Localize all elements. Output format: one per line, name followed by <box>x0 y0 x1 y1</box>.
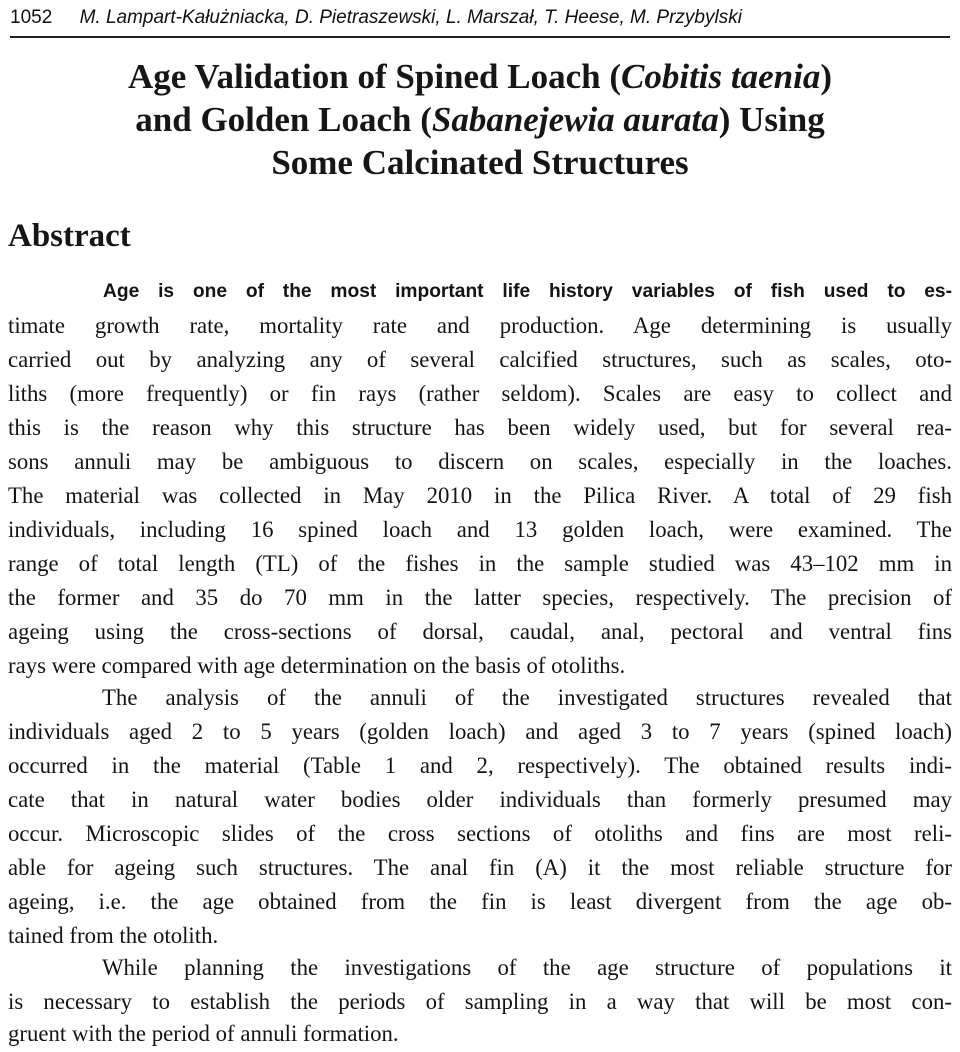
title-line-3: Some Calcinated Structures <box>271 143 689 182</box>
abstract-line: timate growth rate, mortality rate and production. Age determining is usually <box>8 313 952 338</box>
paper-title <box>0 55 960 184</box>
abstract-line: tained from the otolith. <box>8 923 219 948</box>
abstract-line: The analysis of the annuli of the investigated structures revealed that <box>102 685 952 710</box>
page-number: 1052 <box>10 7 53 28</box>
abstract-line: is necessary to establish the periods of sampling in a way that will be most con- <box>8 989 952 1014</box>
abstract-line: ageing, i.e. the age obtained from the fin is least divergent from the age ob- <box>8 889 952 914</box>
abstract-line: range of total length (TL) of the fishes in the sample studied was 43–102 mm in <box>8 551 952 576</box>
title-line-1: Age Validation of Spined Loach (Cobitis taenia) <box>127 57 833 96</box>
species-name-cobitis: Cobitis taenia <box>621 57 821 96</box>
running-head <box>10 6 950 38</box>
abstract-line: carried out by analyzing any of several calcified structures, such as scales, oto- <box>8 347 952 372</box>
abstract-line: rays were compared with age determination on the basis of otoliths. <box>8 653 626 678</box>
abstract-line: able for ageing such structures. The anal fin (A) it the most reliable structure for <box>8 855 952 880</box>
abstract-line: individuals aged 2 to 5 years (golden loach) and aged 3 to 7 years (spined loach) <box>8 719 952 744</box>
running-head-authors: M. Lampart-Kałużniacka, D. Pietraszewski, L. Marszał, T. Heese, M. Przybylski <box>79 7 742 28</box>
abstract-line: occurred in the material (Table 1 and 2, respectively). The obtained results indi- <box>8 753 952 778</box>
species-name-sabanejewia: Sabanejewia aurata <box>431 100 719 139</box>
abstract-line: liths (more frequently) or fin rays (rather seldom). Scales are easy to collect and <box>8 381 952 406</box>
abstract-line: this is the reason why this structure has been widely used, but for several rea- <box>8 415 952 440</box>
abstract-line: occur. Microscopic slides of the cross sections of otoliths and fins are most reli- <box>8 821 952 846</box>
abstract-heading: Abstract <box>8 218 131 254</box>
abstract-line: sons annuli may be ambiguous to discern on scales, especially in the loaches. <box>8 449 952 474</box>
abstract-line: the former and 35 do 70 mm in the latter species, respectively. The precision of <box>8 585 952 610</box>
abstract-line: While planning the investigations of the age structure of populations it <box>102 955 952 980</box>
abstract-line: gruent with the period of annuli formation. <box>8 1021 399 1046</box>
abstract-line: individuals, including 16 spined loach and 13 golden loach, were examined. The <box>8 517 952 542</box>
abstract-line: cate that in natural water bodies older individuals than formerly presumed may <box>8 787 952 812</box>
title-line-2: and Golden Loach (Sabanejewia aurata) Using <box>135 100 825 139</box>
abstract-line: Age is one of the most important life history variables of fish used to es- <box>103 281 952 302</box>
abstract-line: ageing using the cross-sections of dorsal, caudal, anal, pectoral and ventral fins <box>8 619 952 644</box>
abstract-line: The material was collected in May 2010 in the Pilica River. A total of 29 fish <box>8 483 952 508</box>
